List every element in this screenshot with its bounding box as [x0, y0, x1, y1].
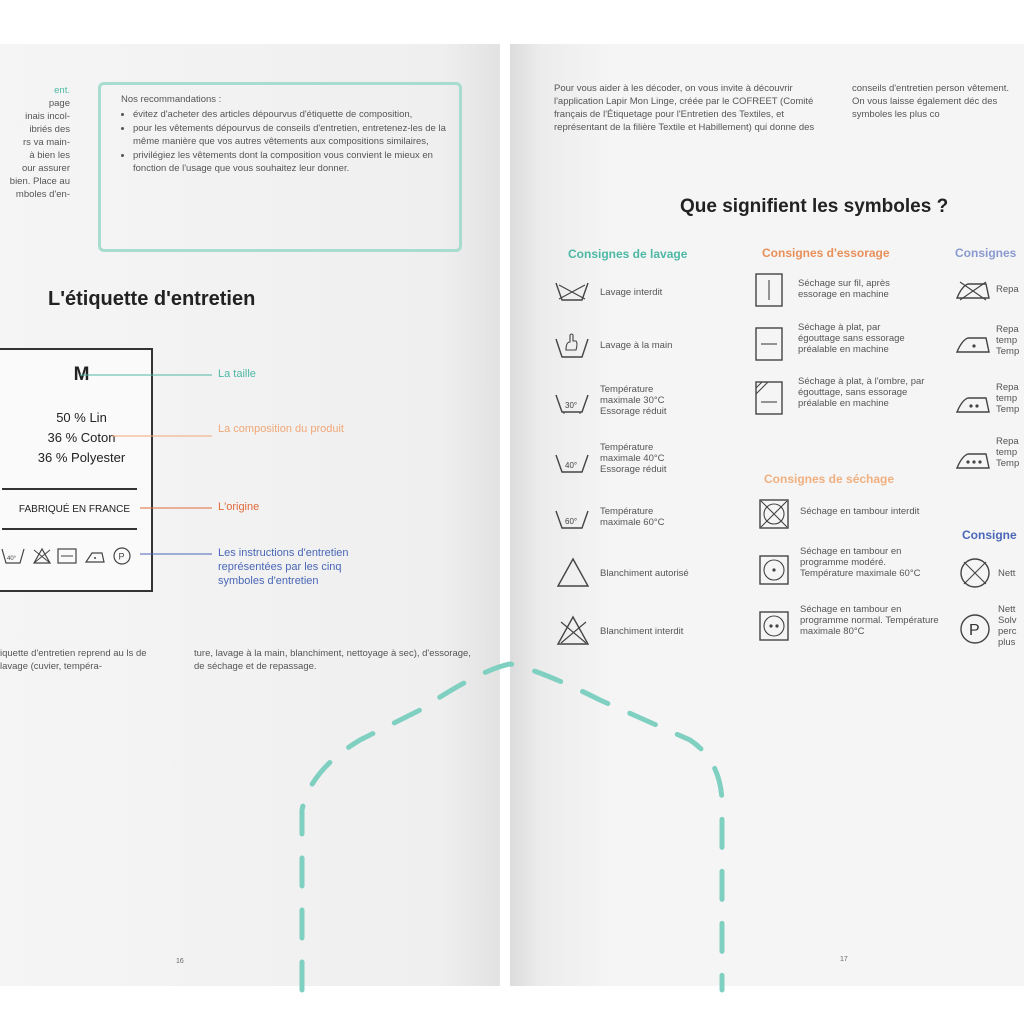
callout-instructions: Les instructions d'entretien représentées par les cinq symboles d'entretien: [218, 547, 349, 587]
svg-text:30°: 30°: [565, 401, 578, 410]
intro-line: rs va main-: [23, 137, 70, 148]
repassage-label: Repa temp Temp: [996, 324, 1020, 357]
composition-line: 36 % Coton: [47, 430, 116, 445]
callout-size: La taille: [218, 368, 256, 380]
repassage-label: Repa temp Temp: [996, 436, 1020, 469]
lavage-label: Température maximale 40°C Essorage réduit: [600, 442, 667, 475]
intro-line: à bien les: [29, 150, 70, 161]
callout-origin: L'origine: [218, 501, 260, 513]
label-size: M: [73, 364, 90, 385]
category-sechage: Consignes de séchage: [764, 472, 895, 486]
composition-line: 36 % Polyester: [37, 450, 126, 465]
sechage-label: Séchage en tambour interdit: [800, 506, 920, 517]
intro-line: inais incol-: [25, 111, 70, 122]
composition-line: 50 % Lin: [56, 410, 107, 425]
page-number: 16: [176, 958, 184, 965]
essorage-label: Séchage à plat, à l'ombre, par égouttage, sans essorage préalable en machine: [798, 376, 925, 409]
repassage-label: Repa: [996, 284, 1019, 295]
lavage-label: Lavage à la main: [600, 340, 673, 351]
svg-text:60°: 60°: [565, 517, 578, 526]
svg-text:P: P: [969, 622, 980, 639]
intro-col1: Pour vous aider à les décoder, on vous invite à découvrir l'application Lapir Mon Linge, créée par le COFREET (Comité français de l'Étiquetage pour l'Entretien des Textiles, et représentant de la filière Textile et Habillement) qui donne des: [554, 83, 815, 133]
svg-text:40°: 40°: [7, 556, 17, 562]
nettoyage-label: Nett Solv perc plus: [998, 604, 1017, 648]
lavage-label: Température maximale 60°C: [600, 506, 665, 528]
reco-title: Nos recommandations :: [121, 94, 222, 105]
intro-line: our assurer: [21, 163, 70, 174]
repassage-label: Repa temp Temp: [996, 382, 1020, 415]
label-origin: FABRIQUÉ EN FRANCE: [18, 504, 131, 515]
symbols-heading: Que signifient les symboles ?: [680, 196, 949, 217]
lavage-label: Blanchiment autorisé: [600, 568, 689, 579]
category-essorage: Consignes d'essorage: [762, 246, 890, 260]
intro-line: page: [48, 98, 70, 109]
intro-line: ent.: [54, 85, 70, 96]
category-nettoyage: Consigne: [962, 528, 1017, 542]
intro-line: ibriés des: [29, 124, 70, 135]
intro-line: bien. Place au: [9, 176, 70, 187]
lavage-label: Température maximale 30°C Essorage réduit: [600, 384, 667, 417]
sechage-label: Séchage en tambour en programme normal. Température maximale 80°C: [800, 604, 939, 637]
nettoyage-label: Nett: [998, 568, 1016, 579]
body-text-col2: ture, lavage à la main, blanchiment, nettoyage à sec), d'essorage, de séchage et de repassage.: [194, 648, 471, 672]
body-text-col1: iquette d'entretien reprend au ls de lavage (cuvier, tempéra-: [0, 648, 147, 672]
reco-item: • pour les vêtements dépourvus de conseils d'entretien, entretenez-les de la même manière que vos autres vêtements aux compositions similaires,: [133, 122, 453, 149]
svg-text:40°: 40°: [565, 461, 578, 470]
intro-col2: conseils d'entretien person vêtement. On vous laisse également déc des symboles les plus co: [852, 83, 1010, 120]
reco-item: • évitez d'acheter des articles dépourvus d'étiquette de composition,: [133, 108, 453, 122]
sechage-label: Séchage en tambour en programme modéré. Température maximale 60°C: [800, 546, 921, 579]
lavage-label: Lavage interdit: [600, 287, 663, 298]
intro-line: mboles d'en-: [15, 189, 70, 200]
essorage-label: Séchage à plat, par égouttage sans essorage préalable en machine: [798, 322, 905, 355]
callout-composition: La composition du produit: [218, 423, 344, 435]
category-lavage: Consignes de lavage: [568, 247, 688, 261]
label-heading: L'étiquette d'entretien: [48, 288, 256, 310]
svg-text:P: P: [118, 551, 125, 562]
reco-item: • privilégiez les vêtements dont la composition vous convient le mieux en fonction de l'usage que vous souhaitez leur donner.: [133, 149, 453, 176]
essorage-label: Séchage sur fil, après essorage en machine: [798, 278, 890, 300]
category-repassage: Consignes: [955, 246, 1017, 260]
page-number: 17: [840, 956, 848, 963]
lavage-label: Blanchiment interdit: [600, 626, 684, 637]
